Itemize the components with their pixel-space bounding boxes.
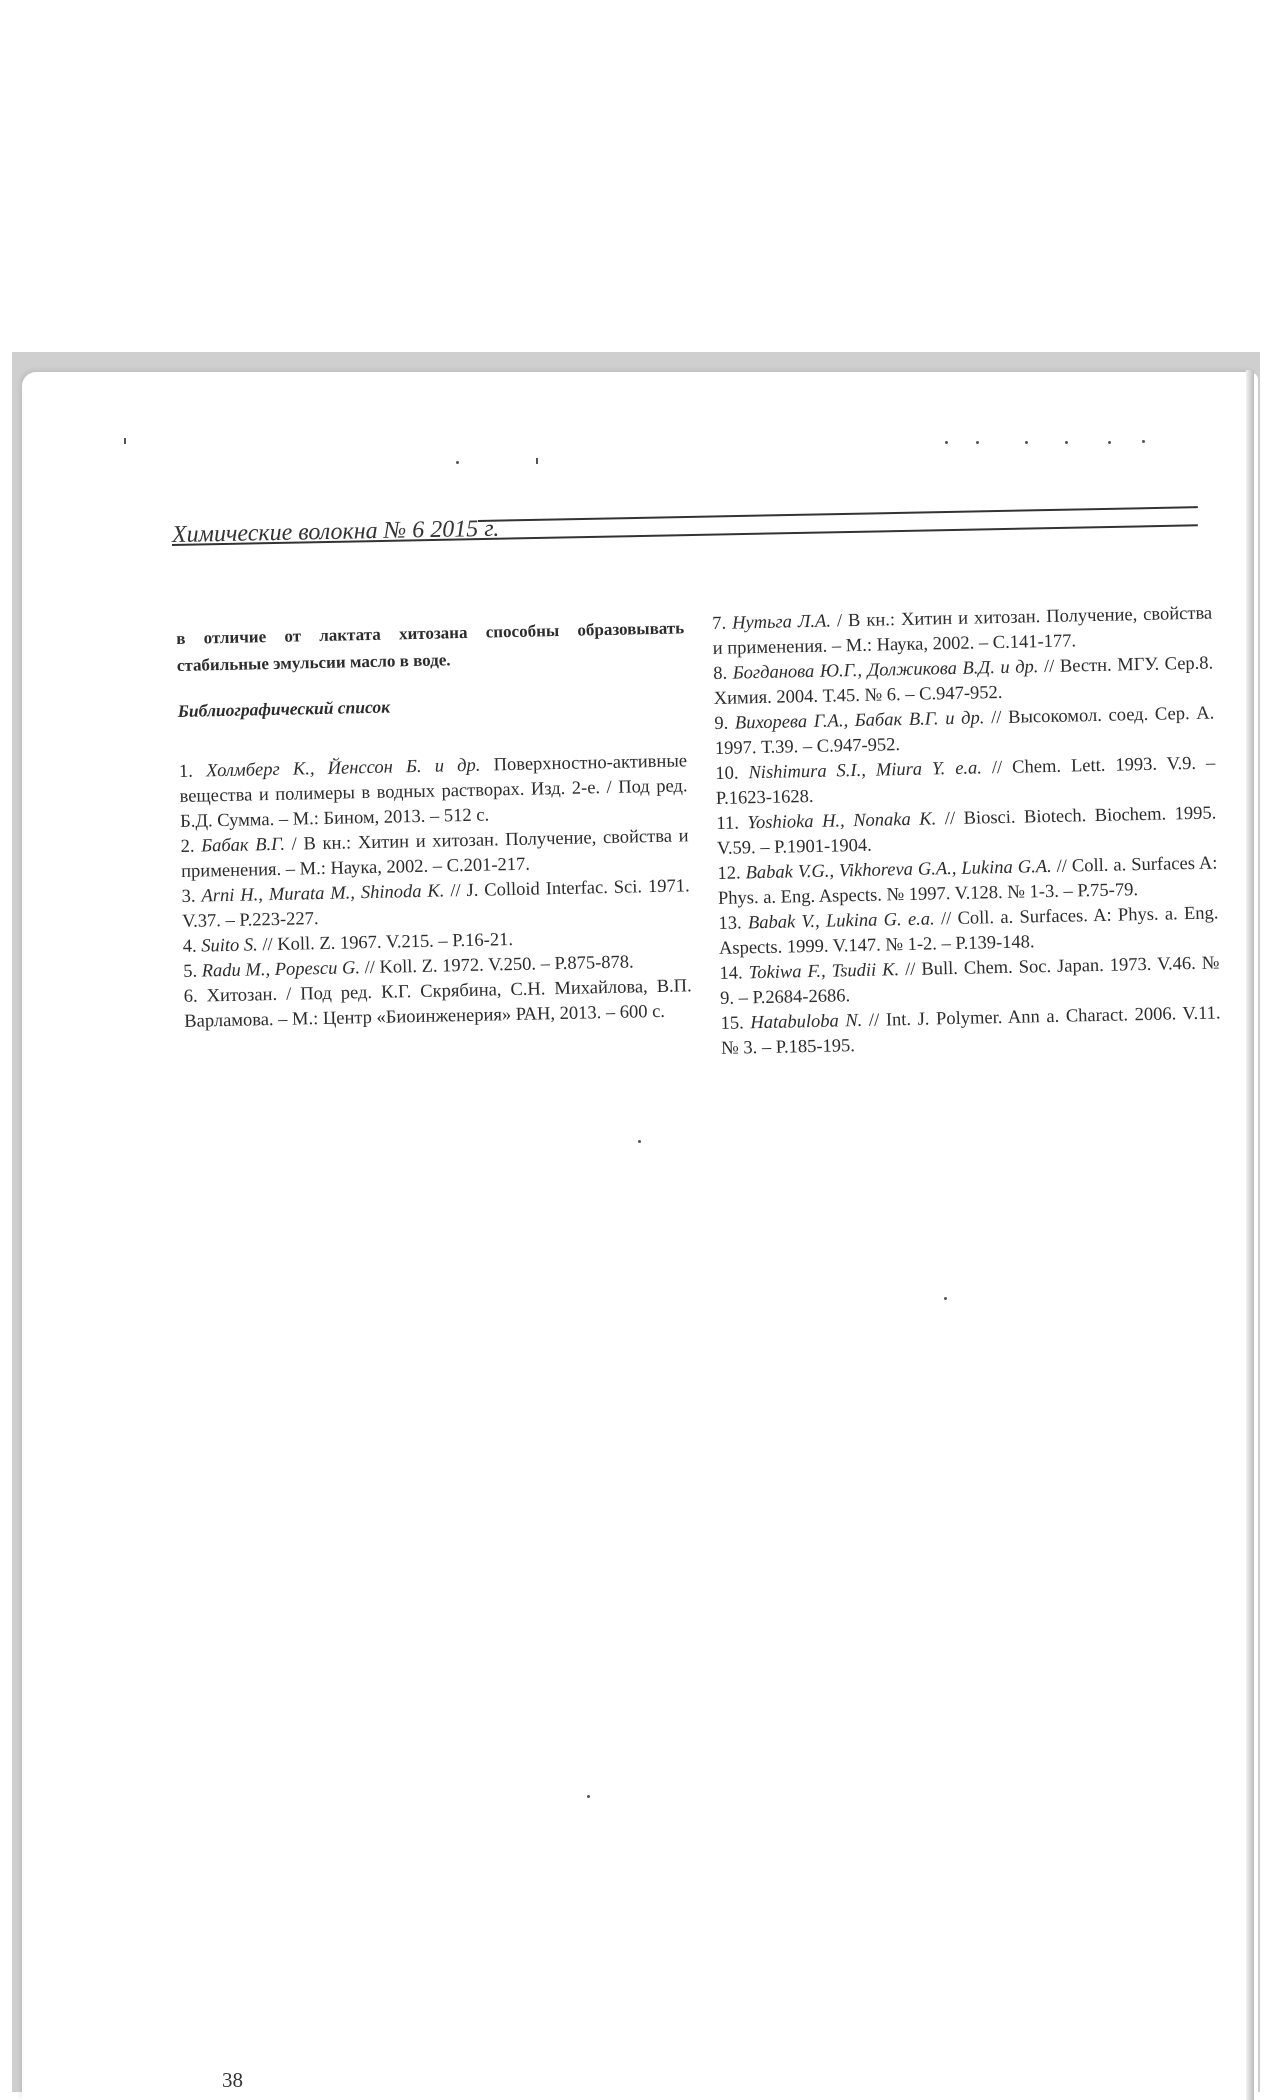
reference-authors: Nishimura S.I., Miura Y. e.a. — [748, 758, 983, 784]
reference-text: // Biosci. Biotech. Biochem. 1995. V.59. – P.1901-1904. — [716, 803, 1217, 859]
reference-number: 8. — [713, 663, 728, 684]
scan-speck — [587, 1795, 590, 1798]
reference-authors: Yoshioka H., Nonaka K. — [747, 809, 937, 834]
reference-number: 6. — [183, 986, 198, 1007]
reference-authors: Suito S. — [201, 935, 258, 957]
reference-text: // J. Colloid Interfac. Sci. 1971. V.37. – P.223-227. — [182, 876, 690, 932]
reference-text: Поверхностно-активные вещества и полимеры в водных растворах. Изд. 2-е. / Под ред. Б.Д. Сумма. – М.: Бином, 2013. – 512 с. — [179, 751, 688, 832]
reference-authors: Tokiwa F., Tsudii K. — [748, 960, 900, 984]
scan-speck — [976, 441, 979, 444]
reference-item — [720, 1001, 1221, 1061]
scan-speck — [1142, 440, 1145, 443]
reference-text: // Int. J. Polymer. Ann a. Charact. 2006. V.11. № 3. – P.185-195. — [720, 1003, 1221, 1059]
reference-text: // Chem. Lett. 1993. V.9. – P.1623-1628. — [715, 753, 1216, 809]
scan-speck — [944, 1297, 947, 1300]
bibliography-heading: Библиографический список — [177, 696, 391, 721]
page-number: 38 — [222, 2068, 243, 2092]
scan-speck — [456, 461, 459, 464]
reference-text: / В кн.: Хитин и хитозан. Получение, свойства и применения. – М.: Наука, 2002. – С.141-177. — [712, 603, 1213, 659]
reference-authors: Бабак В.Г. — [201, 834, 286, 857]
page-edge-shadow — [1246, 370, 1254, 2100]
scan-speck — [945, 441, 948, 444]
journal-running-header: Химические волокна № 6 2015 г. — [171, 515, 500, 548]
reference-text: // Высокомол. соед. Сер. А. 1997. Т.39. – С.947-952. — [714, 703, 1215, 759]
reference-authors: Arni H., Murata M., Shinoda K. — [201, 881, 445, 907]
scan-speck — [1065, 441, 1068, 444]
reference-number: 3. — [181, 886, 196, 907]
reference-text: // Koll. Z. 1967. V.215. – P.16-21. — [262, 930, 514, 956]
reference-item — [179, 749, 688, 835]
reference-number: 14. — [719, 963, 743, 984]
reference-text: // Coll. a. Surfaces. A: Phys. a. Eng. Aspects. 1999. V.147. № 1-2. – P.139-148. — [718, 903, 1219, 959]
reference-text: // Coll. a. Surfaces A: Phys. a. Eng. Aspects. № 1997. V.128. № 1-3. – P.75-79. — [717, 853, 1218, 909]
reference-text: Хитозан. / Под ред. К.Г. Скрябина, С.Н. Михайлова, В.П. Варламова. – М.: Центр «Биоинженерия» РАН, 2013. – 600 с. — [184, 976, 692, 1032]
reference-number: 5. — [183, 961, 198, 982]
reference-text: // Bull. Chem. Soc. Japan. 1973. V.46. № 9. – P.2684-2686. — [719, 953, 1220, 1009]
reference-number: 13. — [718, 913, 742, 934]
reference-number: 7. — [712, 613, 727, 634]
scan-speck — [1108, 441, 1111, 444]
reference-authors: Babak V.G., Vikhoreva G.A., Lukina G.A. — [745, 856, 1052, 884]
reference-item — [184, 974, 693, 1035]
left-column — [176, 614, 692, 1035]
reference-number: 2. — [180, 836, 195, 857]
reference-text: / В кн.: Хитин и хитозан. Получение, свойства и применения. – М.: Наука, 2002. – С.201-217. — [180, 826, 689, 882]
reference-text: // Вестн. МГУ. Сер.8. Химия. 2004. Т.45. № 6. – С.947-952. — [713, 653, 1214, 709]
intro-paragraph: в отличие от лактата хитозана способны образовывать стабильные эмульсии масло в воде. — [176, 618, 685, 675]
right-column — [712, 602, 1221, 1062]
reference-text: // Koll. Z. 1972. V.250. – P.875-878. — [364, 952, 634, 979]
reference-authors: Нутьга Л.А. — [731, 611, 832, 634]
reference-number: 4. — [182, 936, 197, 957]
reference-authors: Hatabuloba N. — [750, 1010, 863, 1034]
reference-number: 9. — [714, 713, 729, 734]
scan-speck — [124, 438, 126, 444]
reference-number: 10. — [715, 763, 739, 784]
scan-speck — [536, 458, 538, 464]
reference-authors: Radu M., Popescu G. — [201, 958, 361, 982]
reference-number: 1. — [178, 761, 194, 782]
reference-authors: Холмберг К., Йенссон Б. и др. — [205, 755, 481, 782]
reference-authors: Богданова Ю.Г., Должикова В.Д. и др. — [732, 657, 1039, 684]
scan-speck — [638, 1140, 641, 1143]
reference-number: 12. — [717, 863, 741, 884]
reference-number: 11. — [716, 813, 740, 834]
reference-number: 15. — [720, 1013, 744, 1034]
scan-speck — [1025, 441, 1028, 444]
reference-authors: Babak V., Lukina G. e.a. — [747, 909, 935, 934]
reference-authors: Вихорева Г.А., Бабак В.Г. и др. — [734, 708, 985, 734]
